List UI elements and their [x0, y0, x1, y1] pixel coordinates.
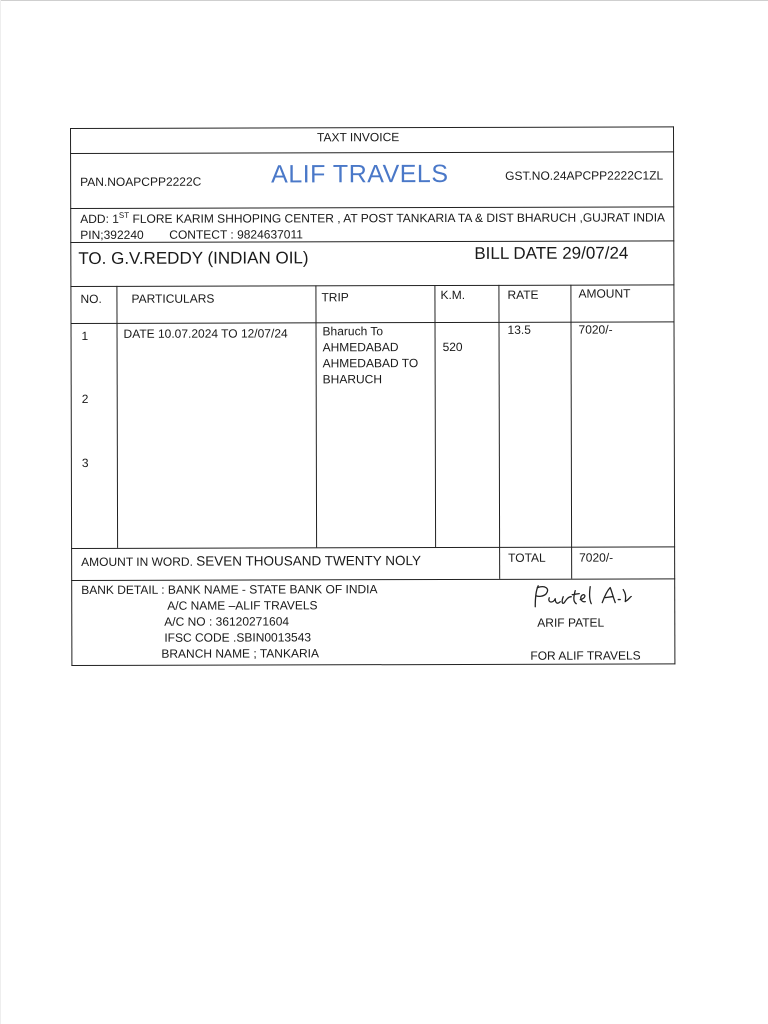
amount-words-label: AMOUNT IN WORD.: [81, 554, 193, 569]
bill-to: TO. G.V.REDDY (INDIAN OIL): [78, 248, 309, 268]
bill-date: BILL DATE 29/07/24: [474, 243, 629, 263]
amount-in-words: [81, 553, 421, 570]
header-amount: AMOUNT: [578, 286, 631, 301]
bank-line-1: BANK DETAIL : BANK NAME - STATE BANK OF INDIA: [81, 582, 378, 597]
for-company: FOR ALIF TRAVELS: [530, 648, 641, 663]
trip-line-3: AHMEDABAD TO: [322, 356, 419, 371]
col-line-3: [434, 285, 436, 547]
header-km: K.M.: [440, 287, 466, 303]
address-prefix: ADD: 1: [80, 211, 119, 226]
scan-edge: [0, 0, 768, 1]
row-no-1: 1: [81, 328, 89, 343]
col-line-1: [116, 286, 118, 548]
row-particulars: DATE 10.07.2024 TO 12/07/24: [123, 326, 288, 341]
total-value: 7020/-: [579, 550, 614, 565]
divider-title: [70, 151, 674, 154]
invoice-title: TAXT INVOICE: [317, 130, 400, 145]
total-label: TOTAL: [508, 550, 546, 565]
amount-words-value: SEVEN THOUSAND TWENTY NOLY: [196, 553, 422, 569]
trip-line-2: AHMEDABAD: [322, 340, 399, 355]
trip-line-1: Bharuch To: [322, 324, 384, 339]
signatory-name: ARIF PATEL: [537, 615, 605, 630]
header-particulars: PARTICULARS: [131, 291, 215, 306]
row-km: 520: [442, 339, 463, 355]
address-rest: FLORE KARIM SHHOPING CENTER , AT POST TANKARIA TA & DIST BHARUCH ,GUJRAT INDIA: [129, 210, 666, 226]
trip-line-4: BHARUCH: [322, 372, 383, 387]
address-line: [80, 209, 665, 227]
invoice: [70, 126, 675, 666]
divider-header: [70, 206, 674, 209]
bank-line-3: A/C NO : 36120271604: [164, 614, 290, 629]
col-line-4: [498, 285, 500, 579]
header-rate: RATE: [507, 287, 539, 302]
contact-number: CONTECT : 9824637011: [169, 227, 303, 242]
row-no-2: 2: [81, 391, 89, 406]
bank-line-4: IFSC CODE .SBIN0013543: [164, 630, 312, 645]
company-name: ALIF TRAVELS: [271, 160, 449, 189]
bank-line-5: BRANCH NAME ; TANKARIA: [161, 646, 319, 661]
gst-number: GST.NO.24APCPP2222C1ZL: [505, 168, 664, 183]
header-no: NO.: [80, 291, 102, 306]
frame-bottom: [71, 663, 675, 666]
address-superscript: ST: [118, 210, 130, 220]
divider-table-bottom: [71, 546, 675, 549]
pan-number: PAN.NOAPCPP2222C: [80, 174, 202, 189]
col-line-5: [570, 285, 572, 579]
header-trip: TRIP: [321, 290, 349, 305]
pin-code: PIN;392240: [80, 227, 144, 242]
row-no-3: 3: [81, 455, 89, 470]
bank-line-2: A/C NAME –ALIF TRAVELS: [167, 598, 318, 613]
col-line-2: [315, 285, 317, 547]
signature: [529, 581, 633, 615]
row-amount: 7020/-: [578, 322, 613, 337]
page-edge: [0, 0, 1, 1024]
row-rate: 13.5: [507, 322, 531, 337]
